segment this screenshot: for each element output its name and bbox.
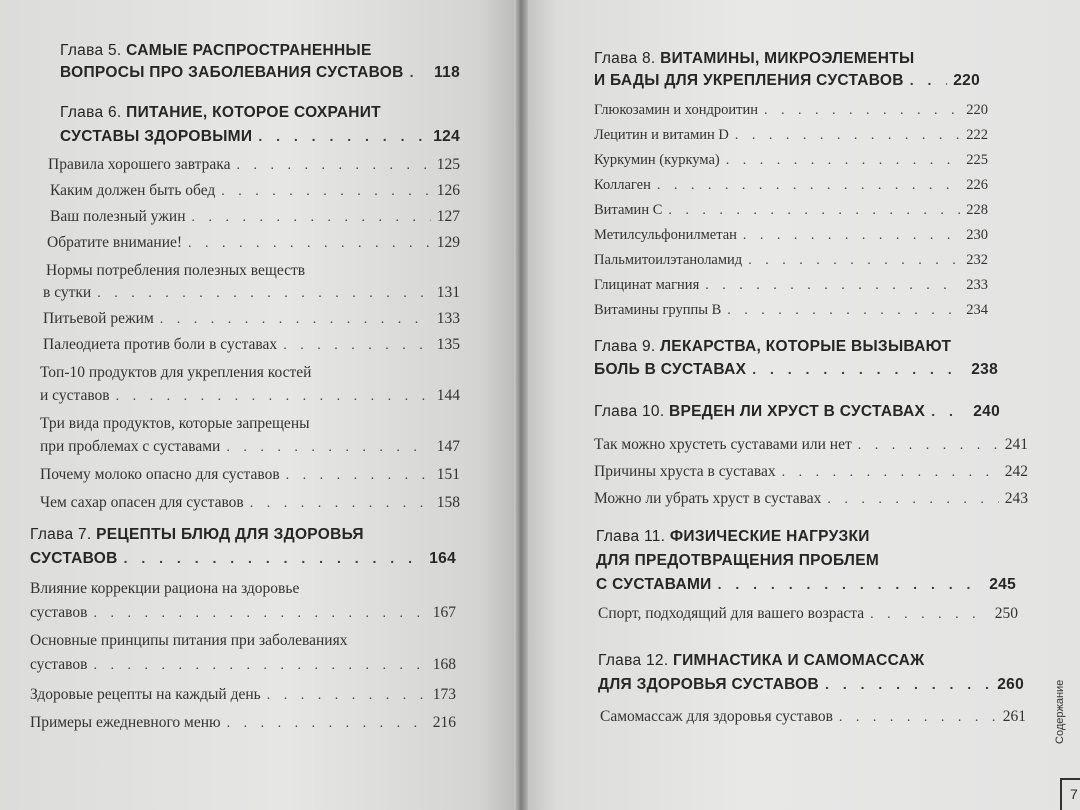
running-head: Содержание	[1054, 679, 1066, 744]
chapter-12	[598, 652, 1024, 694]
toc-item: Самомассаж для здоровья суставов . . . 261	[600, 708, 1026, 735]
toc-right-ch12-items	[600, 708, 1026, 735]
toc-item: Влияние коррекции рациона на здоровье суставов . . . 167	[30, 580, 456, 632]
toc-item: Основные принципы питания при заболеваниях суставов . . . 168	[30, 632, 456, 686]
toc-item: Топ-10 продуктов для укрепления костей и суставов . . . 144	[40, 364, 460, 415]
toc-item: Правила хорошего завтрака . . . 125	[40, 156, 460, 182]
chapter-7	[30, 526, 456, 568]
chapter-10	[594, 403, 1000, 421]
toc-item: Здоровые рецепты на каждый день . . . 173	[30, 686, 456, 714]
chapter-title: ВИТАМИНЫ, МИКРОЭЛЕМЕНТЫ	[660, 50, 915, 67]
page-ref: 238	[971, 361, 998, 378]
chapter-5	[60, 42, 460, 82]
chapter-title: ВОПРОСЫ ПРО ЗАБОЛЕВАНИЯ СУСТАВОВ	[60, 64, 404, 81]
toc-item: Спорт, подходящий для вашего возраста . . . 250	[598, 605, 1018, 632]
chapter-prefix: Глава 8.	[594, 50, 656, 67]
toc-item: Витамины группы В . . . 234	[594, 302, 988, 327]
page-ref: 220	[953, 72, 980, 89]
toc-left	[60, 42, 460, 82]
toc-right-ch8	[594, 50, 980, 90]
chapter-title: СУСТАВЫ ЗДОРОВЫМИ	[60, 128, 253, 145]
chapter-prefix: Глава 11.	[596, 528, 666, 545]
toc-item: Чем сахар опасен для суставов . . . 158	[40, 494, 460, 522]
chapter-prefix: Глава 5.	[60, 42, 122, 59]
toc-item: Коллаген . . . 226	[594, 177, 988, 202]
toc-item: Почему молоко опасно для суставов . . . 151	[40, 466, 460, 494]
page-ref: 260	[997, 676, 1024, 693]
toc-item: Глюкозамин и хондроитин . . . 220	[594, 102, 988, 127]
toc-left-ch6	[60, 104, 460, 146]
chapter-title: ФИЗИЧЕСКИЕ НАГРУЗКИ	[669, 528, 870, 545]
page-ref: 245	[989, 576, 1016, 593]
toc-left-ch6-items	[40, 156, 460, 522]
toc-item: Нормы потребления полезных веществ в сутки . . . 131	[40, 262, 460, 310]
toc-item: Причины хруста в суставах . . . 242	[594, 463, 1028, 490]
toc-item: Пальмитоилэтаноламид . . . 232	[594, 252, 988, 277]
chapter-title: И БАДЫ ДЛЯ УКРЕПЛЕНИЯ СУСТАВОВ	[594, 72, 904, 89]
chapter-prefix: Глава 10.	[594, 403, 665, 420]
chapter-11	[596, 528, 1016, 594]
chapter-prefix: Глава 7.	[30, 526, 92, 543]
chapter-title: САМЫЕ РАСПРОСТРАНЕННЫЕ	[126, 42, 372, 59]
chapter-title: ЛЕКАРСТВА, КОТОРЫЕ ВЫЗЫВАЮТ	[660, 338, 952, 355]
chapter-prefix: Глава 12.	[598, 652, 669, 669]
chapter-title: РЕЦЕПТЫ БЛЮД ДЛЯ ЗДОРОВЬЯ	[96, 526, 364, 543]
chapter-6	[60, 104, 460, 146]
toc-item: Ваш полезный ужин . . . 127	[40, 208, 460, 234]
chapter-title: С СУСТАВАМИ	[596, 576, 712, 593]
toc-right-ch12	[598, 652, 1024, 694]
toc-item: Обратите внимание! . . . 129	[40, 234, 460, 262]
toc-item: Метилсульфонилметан . . . 230	[594, 227, 988, 252]
toc-left-ch7-items	[30, 580, 456, 742]
toc-left-ch7	[30, 526, 456, 568]
toc-item: Питьевой режим . . . 133	[40, 310, 460, 336]
toc-item: Витамин С . . . 228	[594, 202, 988, 227]
chapter-title: ГИМНАСТИКА И САМОМАССАЖ	[673, 652, 925, 669]
toc-right-ch8-items	[594, 102, 988, 327]
chapter-prefix: Глава 9.	[594, 338, 656, 355]
page-ref: 118	[434, 64, 460, 81]
toc-right-ch9	[594, 338, 998, 379]
chapter-title: СУСТАВОВ	[30, 550, 118, 567]
page-number: 7	[1060, 778, 1080, 810]
toc-item: Каким должен быть обед . . . 126	[40, 182, 460, 208]
toc-item: Палеодиета против боли в суставах . . . 135	[40, 336, 460, 364]
toc-right-ch11-items	[598, 605, 1018, 632]
chapter-prefix: Глава 6.	[60, 104, 122, 121]
toc-item: Примеры ежедневного меню . . . 216	[30, 714, 456, 742]
toc-item: Глицинат магния . . . 233	[594, 277, 988, 302]
toc-item: Три вида продуктов, которые запрещены при проблемах с суставами . . . 147	[40, 415, 460, 466]
book-gutter	[514, 0, 528, 810]
toc-item: Можно ли убрать хруст в суставах . . . 243	[594, 490, 1028, 517]
chapter-title: БОЛЬ В СУСТАВАХ	[594, 361, 747, 378]
toc-item: Так можно хрустеть суставами или нет . . . 241	[594, 436, 1028, 463]
page-ref: 164	[429, 550, 456, 567]
toc-item: Куркумин (куркума) . . . 225	[594, 152, 988, 177]
page-ref: 240	[973, 403, 1000, 420]
chapter-title: ПИТАНИЕ, КОТОРОЕ СОХРАНИТ	[126, 104, 381, 121]
chapter-8	[594, 50, 980, 90]
chapter-title: ДЛЯ ПРЕДОТВРАЩЕНИЯ ПРОБЛЕМ	[596, 552, 880, 569]
toc-right-ch10-items	[594, 436, 1028, 517]
toc-right-ch10	[594, 403, 1000, 421]
page-ref: 124	[433, 128, 460, 145]
chapter-9	[594, 338, 998, 379]
toc-right-ch11	[596, 528, 1016, 594]
toc-item: Лецитин и витамин D . . . 222	[594, 127, 988, 152]
chapter-title: ВРЕДЕН ЛИ ХРУСТ В СУСТАВАХ	[669, 403, 926, 420]
chapter-title: ДЛЯ ЗДОРОВЬЯ СУСТАВОВ	[598, 676, 820, 693]
